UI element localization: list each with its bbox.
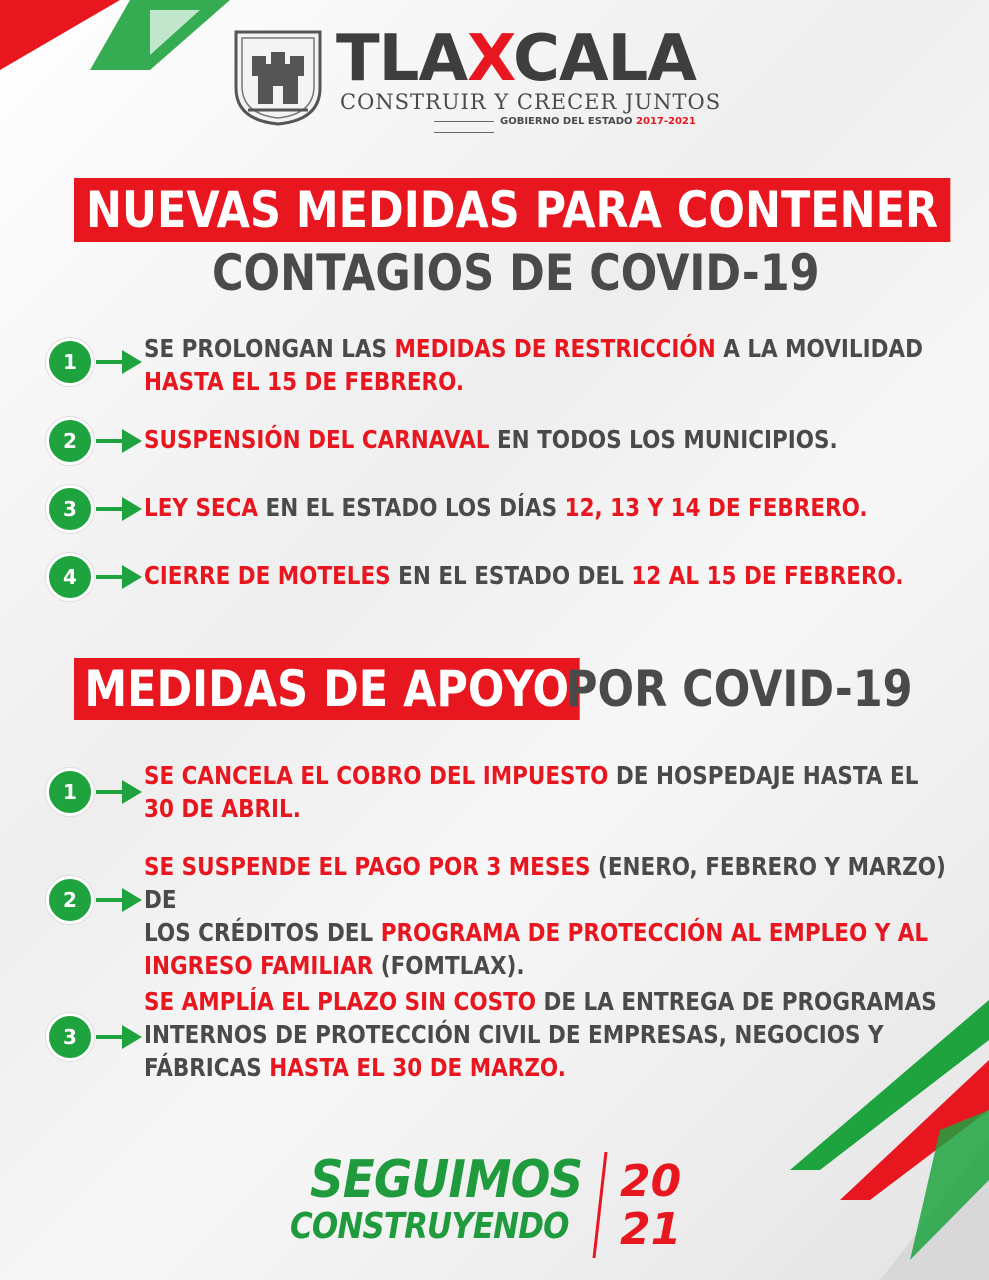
section2-title-gray: POR COVID-19 <box>566 660 913 718</box>
item-text-segment: FÁBRICAS <box>144 1053 270 1082</box>
item-text-segment: 12 AL 15 DE FEBRERO. <box>631 561 904 590</box>
item-text-segment: (FOMTLAX). <box>373 951 525 980</box>
item-number-badge: 4 <box>46 553 94 601</box>
item-text <box>144 985 961 1084</box>
item-text <box>144 332 961 398</box>
arrow-right-icon <box>96 777 142 807</box>
item-text-segment: 12, 13 Y 14 DE FEBRERO. <box>564 493 868 522</box>
item-text-segment: EN EL ESTADO LOS DÍAS <box>258 493 565 522</box>
item-number-badge: 3 <box>46 485 94 533</box>
item-text-segment: DE LA ENTREGA DE PROGRAMAS <box>536 987 937 1016</box>
item-text-segment: SE PROLONGAN LAS <box>144 334 395 363</box>
slogan-line1: SEGUIMOS <box>310 1150 583 1210</box>
item-text-segment: HASTA EL 15 DE FEBRERO. <box>144 367 465 396</box>
footer-slogan <box>290 1150 710 1260</box>
item-number-badge: 3 <box>46 1013 94 1061</box>
logo-tagline: CONSTRUIR Y CRECER JUNTOS <box>340 90 722 114</box>
header <box>228 20 758 130</box>
item-text-segment: INGRESO FAMILIAR <box>144 951 374 980</box>
arrow-right-icon <box>96 494 142 524</box>
section1-title-line2: CONTAGIOS DE COVID-19 <box>212 244 820 302</box>
slash-divider-icon <box>590 1150 610 1260</box>
item-number-badge: 2 <box>46 876 94 924</box>
item-text <box>144 850 961 982</box>
item-text-segment: PROGRAMA DE PROTECCIÓN AL EMPLEO Y AL <box>380 918 929 947</box>
item-text-segment: EN TODOS LOS MUNICIPIOS. <box>489 425 838 454</box>
slogan-line2: CONSTRUYENDO <box>290 1206 569 1247</box>
item-text-segment: (ENERO, FEBRERO Y MARZO) DE <box>144 852 946 914</box>
item-number-badge: 1 <box>46 768 94 816</box>
item-text-segment: MEDIDAS DE RESTRICCIÓN <box>394 334 716 363</box>
item-text-segment: SE SUSPENDE EL PAGO POR 3 MESES <box>144 852 591 881</box>
item-text-segment: CIERRE DE MOTELES <box>144 561 391 590</box>
item-text-segment: A LA MOVILIDAD <box>715 334 923 363</box>
item-text <box>144 759 961 825</box>
arrow-right-icon <box>96 885 142 915</box>
item-text <box>144 423 961 456</box>
item-text <box>144 491 961 524</box>
item-text-segment: SE AMPLÍA EL PLAZO SIN COSTO <box>144 987 537 1016</box>
arrow-right-icon <box>96 347 142 377</box>
item-text-segment: INTERNOS DE PROTECCIÓN CIVIL DE EMPRESAS, NEGOCIOS Y <box>144 1020 884 1049</box>
arrow-right-icon <box>96 562 142 592</box>
item-text-segment: 30 DE ABRIL. <box>144 794 301 823</box>
item-text-segment: EN EL ESTADO DEL <box>390 561 632 590</box>
arrow-right-icon <box>96 426 142 456</box>
item-number-badge: 2 <box>46 417 94 465</box>
section1-title-line1: NUEVAS MEDIDAS PARA CONTENER <box>74 178 950 242</box>
section2-title-red: MEDIDAS DE APOYO <box>74 658 579 720</box>
item-text-segment: DE HOSPEDAJE HASTA EL <box>608 761 919 790</box>
item-text <box>144 559 961 592</box>
state-crest-icon <box>228 26 328 126</box>
item-number-badge: 1 <box>46 338 94 386</box>
item-text-segment: HASTA EL 30 DE MARZO. <box>269 1053 566 1082</box>
arrow-right-icon <box>96 1022 142 1052</box>
logo-wordmark: TLAXCALA <box>336 22 696 96</box>
item-text-segment: LEY SECA <box>144 493 259 522</box>
slogan-year-top: 20 <box>620 1156 682 1207</box>
logo-government-label: GOBIERNO DEL ESTADO 2017-2021 <box>428 116 758 138</box>
background-stripes-top-left <box>0 0 240 130</box>
item-text-segment: SE CANCELA EL COBRO DEL IMPUESTO <box>144 761 609 790</box>
item-text-segment: SUSPENSIÓN DEL CARNAVAL <box>144 425 490 454</box>
slogan-year-bottom: 21 <box>620 1204 682 1255</box>
item-text-segment: LOS CRÉDITOS DEL <box>144 918 381 947</box>
